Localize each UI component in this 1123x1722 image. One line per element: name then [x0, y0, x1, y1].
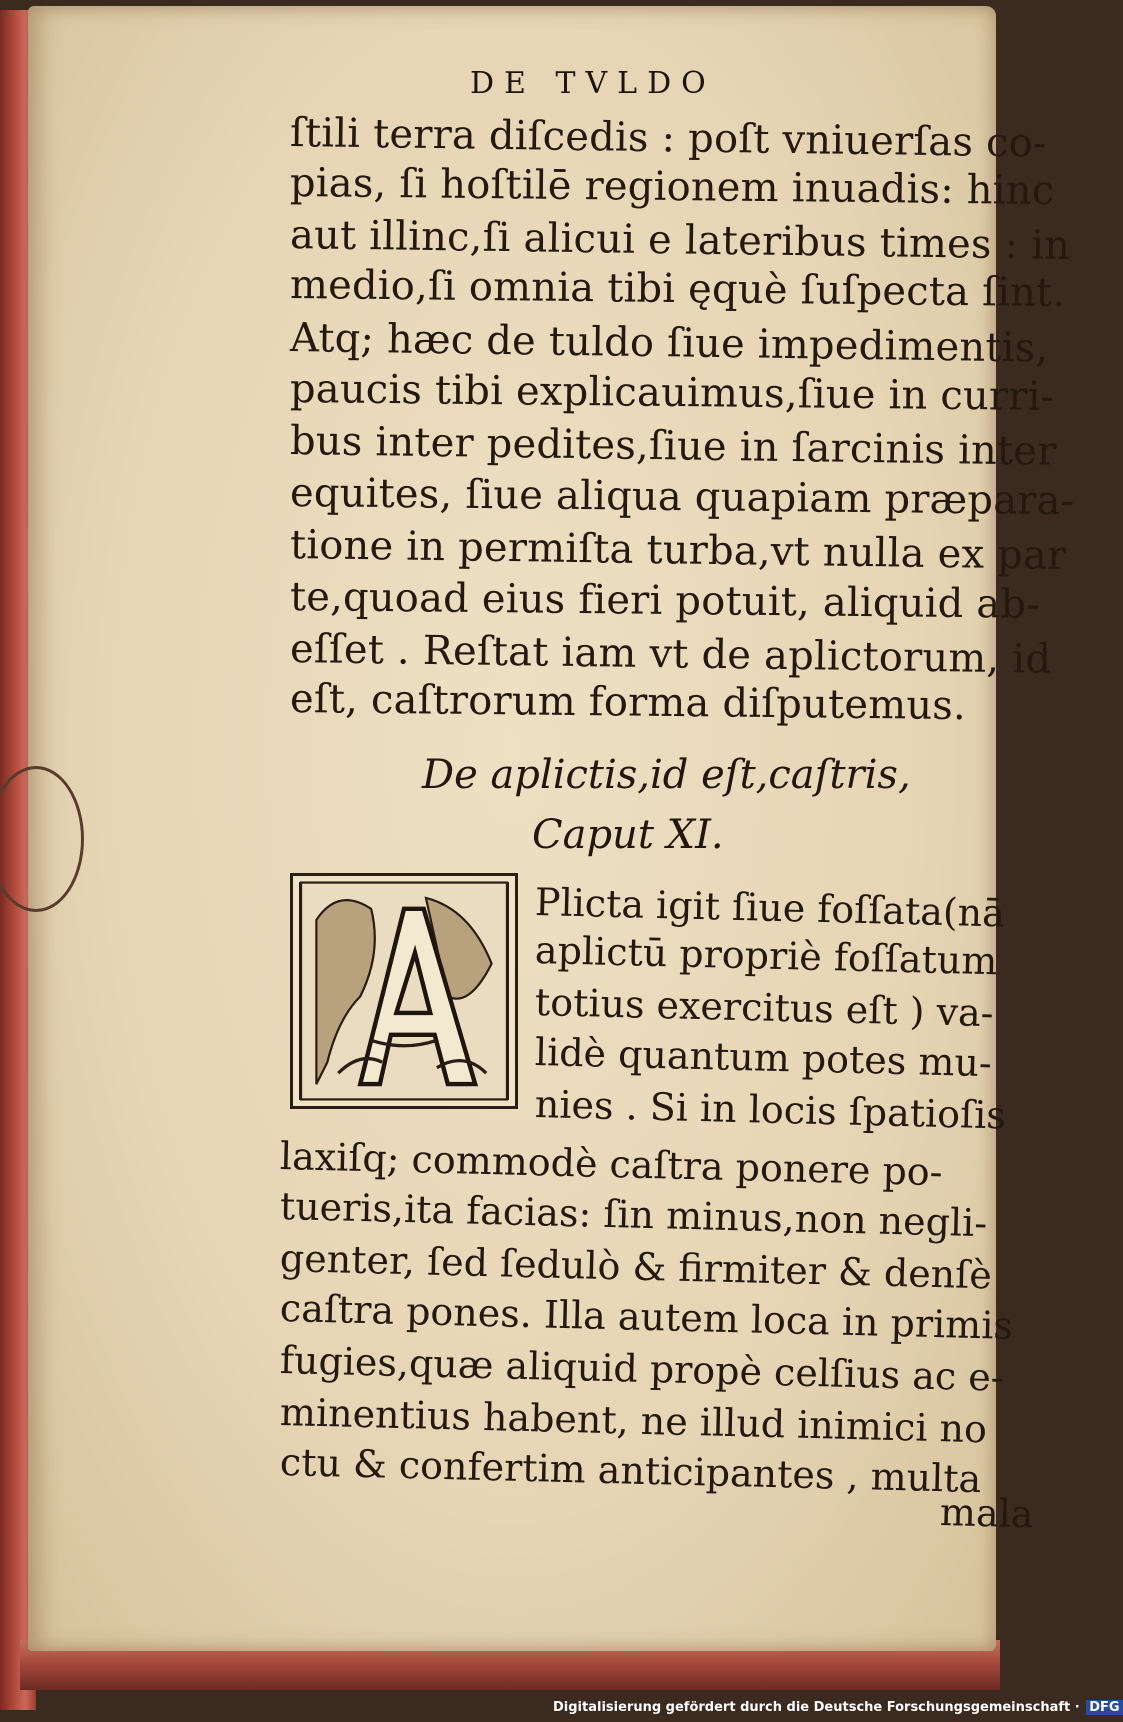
chapter-line: tueris,ita facias: ſin minus,non negli- [279, 1184, 988, 1246]
chapter-number: Caput XI. [532, 812, 724, 858]
body-line: pias, ſi hoſtilē regionem inuadis: hinc [289, 160, 1055, 215]
body-line: bus inter pedites,ſiue in ſarcinis inter [289, 418, 1057, 475]
chapter-line: aplictū propriè foſſatum [534, 928, 998, 984]
chapter-line: caſtra pones. Illa autem loca in primis [279, 1286, 1014, 1348]
body-line: aut illinc,ſi alicui e lateribus times : in [289, 212, 1071, 269]
footer-credit-text: Digitalisierung gefördert durch die Deutsche Forschungsgemeinschaft · [553, 1700, 1080, 1715]
chapter-line: genter, ſed ſedulò & firmiter & denſè [279, 1236, 993, 1298]
body-line: tione in permiſta turba,vt nulla ex par [289, 522, 1067, 579]
footer-credit [553, 1700, 1123, 1715]
body-line: paucis tibi explicauimus,ſiue in curri- [289, 366, 1055, 421]
dfg-logo: DFG [1086, 1700, 1122, 1715]
chapter-line: laxiſq; commodè caſtra ponere po- [279, 1134, 944, 1195]
body-line: Atq; hæc de tuldo ſiue impedimentis, [289, 315, 1049, 372]
chapter-line: lidè quantum potes mu- [534, 1030, 993, 1086]
decorated-initial [290, 873, 518, 1109]
body-line: ſtili terra diſcedis : poſt vniuerſas co- [289, 110, 1047, 167]
body-line: medio,ſi omnia tibi ęquè ſuſpecta ſint. [289, 262, 1066, 317]
body-line: eſt, caſtrorum forma diſputemus. [289, 676, 967, 730]
chapter-line: nies . Si in locis ſpatioſis [534, 1082, 1007, 1138]
initial-woodcut-icon [293, 876, 515, 1106]
chapter-line: minentius habent, ne illud inimici no [279, 1390, 988, 1452]
page-clip [0, 766, 84, 912]
chapter-line: fugies,quæ aliquid propè celſius ac e- [279, 1338, 1005, 1400]
running-title: DE TVLDO [470, 66, 716, 101]
chapter-line: totius exercitus eſt ) va- [534, 980, 995, 1036]
body-line: te,quoad eius fieri potuit, aliquid ab- [289, 574, 1041, 628]
chapter-line: Plicta igit ſiue foſſata(nā [534, 880, 1006, 936]
body-line: eſſet . Reſtat iam vt de aplictorum, id [289, 626, 1052, 683]
chapter-line: mala [939, 1490, 1035, 1537]
body-line: equites, ſiue aliqua quapiam præpara- [289, 470, 1075, 525]
chapter-line: ctu & confertim anticipantes , multa [279, 1440, 982, 1502]
chapter-heading: De aplictis,id eſt,caſtris, [422, 752, 911, 798]
